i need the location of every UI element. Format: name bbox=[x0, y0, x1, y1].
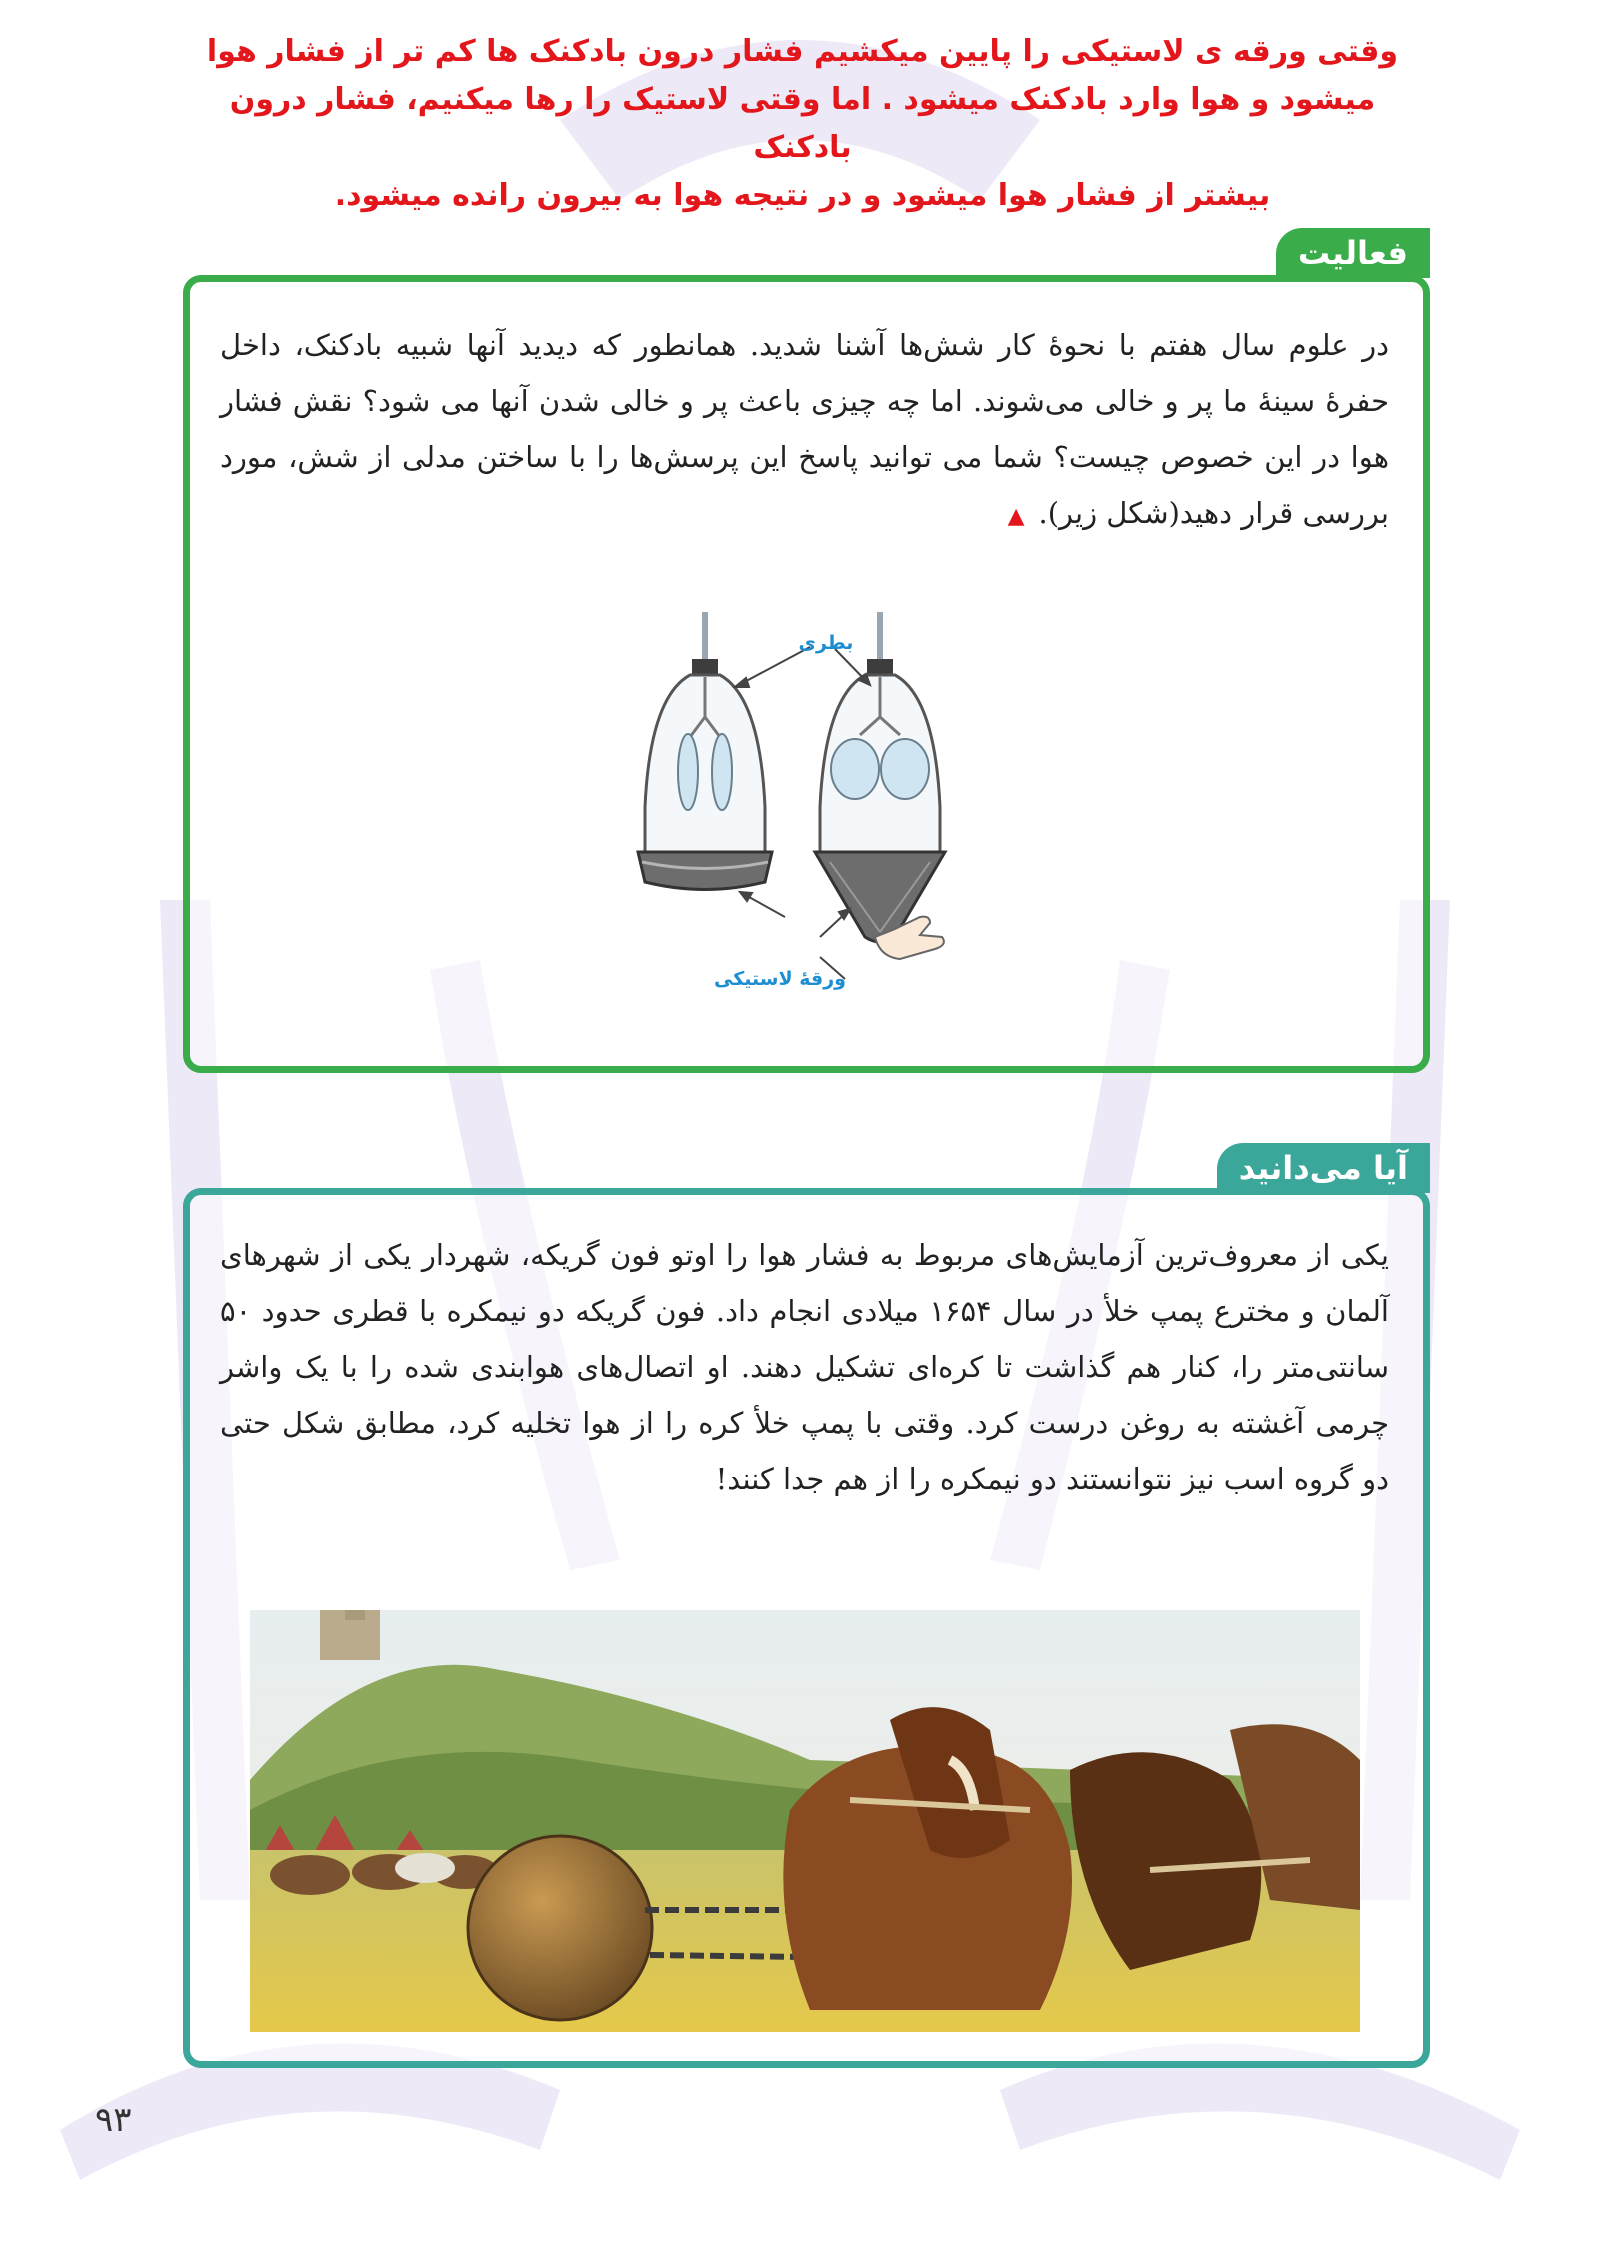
answer-line-2: میشود و هوا وارد بادکنک میشود . اما وقتی لاستیک را رها میکنیم، فشار درون بادکنک bbox=[229, 82, 1376, 165]
answer-line-1: وقتی ورقه ی لاستیکی را پایین میکشیم فشار درون بادکنک ها کم تر از فشار هوا bbox=[206, 34, 1399, 69]
activity-paragraph: در علوم سال هفتم با نحوهٔ کار شش‌ها آشنا شدید. همانطور که دیدید آنها شبیه بادکنک، داخل حفرهٔ سینهٔ ما پر و خالی می‌شوند. اما چه چیزی باعث پر و خالی شدن آنها می شود؟ نقش فشار هوا در این خصوص چیست؟ شما می توانید پاسخ این پرسش‌ها را با ساختن مدلی از شش، مورد بررسی قرار دهید(شکل زیر). bbox=[220, 328, 1389, 530]
right-bell-jar bbox=[815, 612, 945, 942]
page-number: ۹۳ bbox=[95, 2100, 132, 2140]
left-bell-jar bbox=[638, 612, 772, 890]
lung-model-figure bbox=[630, 607, 970, 997]
answer-line-3: بیشتر از فشار هوا میشود و در نتیجه هوا به بیرون رانده میشود. bbox=[334, 178, 1271, 213]
activity-title: فعالیت bbox=[1276, 228, 1430, 278]
rubber-sheet-label: ورقهٔ لاستیکی bbox=[714, 968, 846, 990]
bottle-label: بطری bbox=[798, 632, 854, 654]
did-you-know-box bbox=[183, 1188, 1430, 2068]
activity-box bbox=[183, 275, 1430, 1073]
did-you-know-title: آیا می‌دانید bbox=[1217, 1143, 1430, 1193]
magdeburg-hemispheres-painting bbox=[250, 1610, 1360, 2032]
activity-text bbox=[220, 317, 1389, 545]
answer-note bbox=[200, 28, 1405, 220]
did-you-know-text: یکی از معروف‌ترین آزمایش‌های مربوط به فشار هوا را اوتو فون گریکه، شهردار یکی از شهرهای آلمان و مخترع پمپ خلأ در سال ۱۶۵۴ میلادی انجام داد. فون گریکه دو نیمکره با قطری حدود ۵۰ سانتی‌متر را، کنار هم گذاشت تا کره‌ای تشکیل دهند. او اتصال‌های هوابندی شده را با یک واشر چرمی آغشته به روغن درست کرد. وقتی با پمپ خلأ کره را از هوا تخلیه کرد، مطابق شکل حتی دو گروه اسب نیز نتوانستند دو نیمکره را از هم جدا کنند! bbox=[220, 1238, 1389, 1496]
warning-triangle-icon: ▲ bbox=[1007, 504, 1025, 529]
